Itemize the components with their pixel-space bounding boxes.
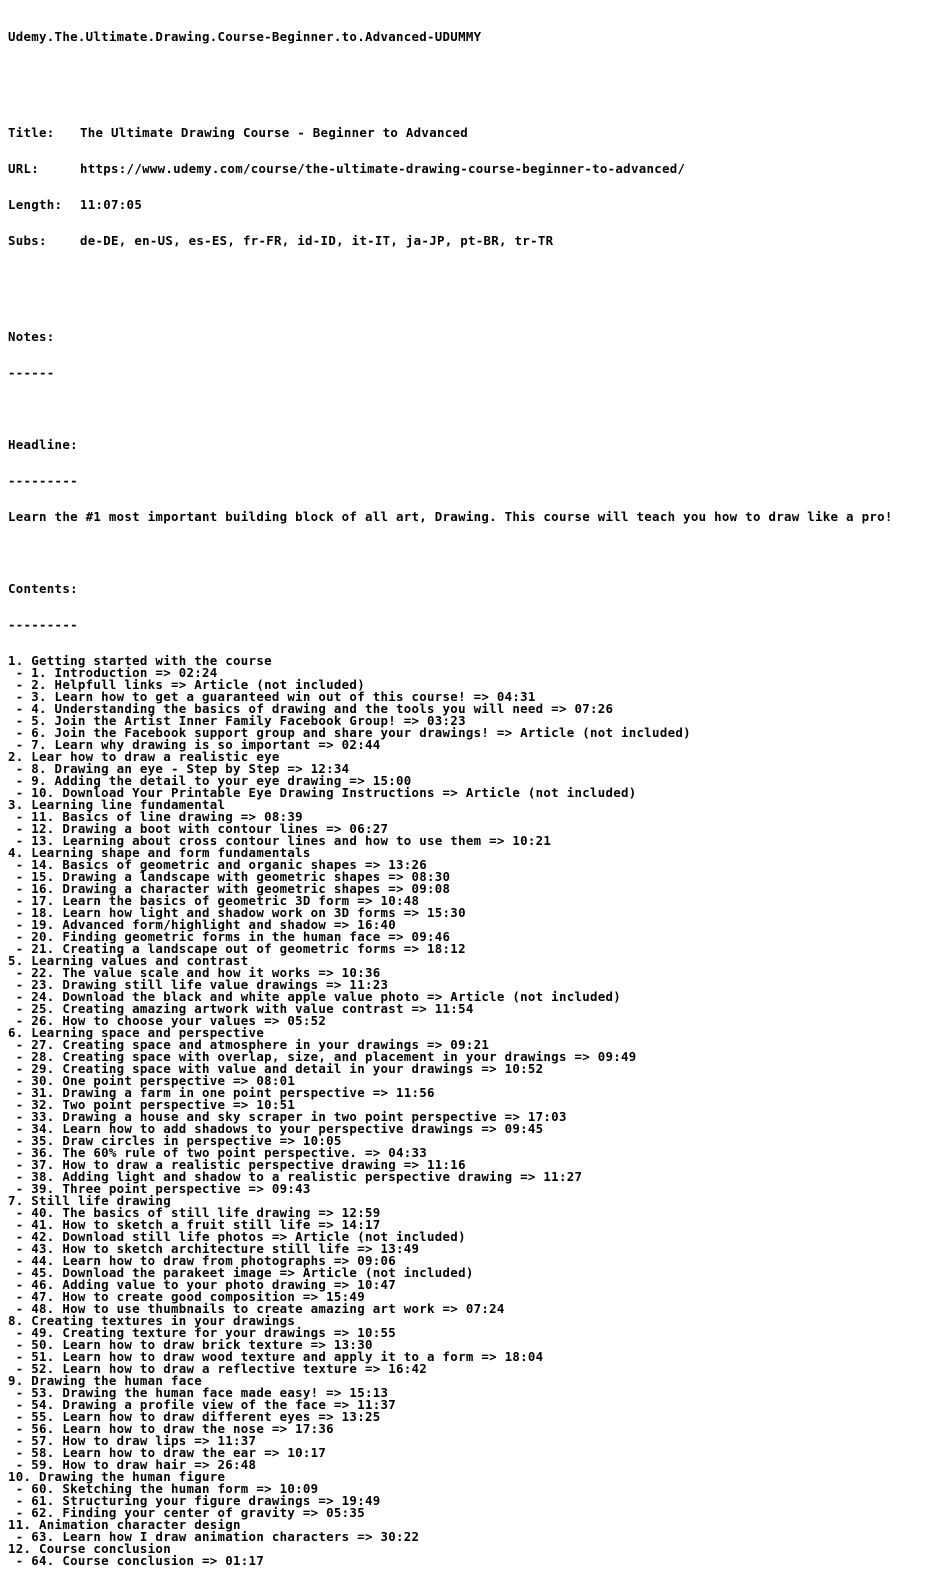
lecture-item: - 58. Learn how to draw the ear => 10:17: [8, 1445, 327, 1460]
lecture-item: - 52. Learn how to draw a reflective texture => 16:42: [8, 1361, 428, 1376]
lecture-item: - 34. Learn how to add shadows to your perspective drawings => 09:45: [8, 1121, 544, 1136]
lecture-item: - 3. Learn how to get a guaranteed win out of this course! => 04:31: [8, 689, 536, 704]
lecture-item: - 9. Adding the detail to your eye drawing => 15:00: [8, 773, 412, 788]
lecture-item: - 25. Creating amazing artwork with value contrast => 11:54: [8, 1001, 474, 1016]
lecture-item: - 64. Course conclusion => 01:17: [8, 1553, 265, 1568]
section-title: 2. Lear how to draw a realistic eye: [8, 749, 280, 764]
lecture-item: - 56. Learn how to draw the nose => 17:36: [8, 1421, 334, 1436]
meta-url: [8, 163, 924, 175]
meta-value: The Ultimate Drawing Course - Beginner to Advanced: [80, 125, 468, 140]
notes-rule: ------: [8, 365, 55, 380]
section-title: 6. Learning space and perspective: [8, 1025, 265, 1040]
lecture-item: - 7. Learn why drawing is so important => 02:44: [8, 737, 381, 752]
meta-value: 11:07:05: [80, 197, 143, 212]
lecture-item: - 12. Drawing a boot with contour lines => 06:27: [8, 821, 389, 836]
lecture-item: - 10. Download Your Printable Eye Drawing Instructions => Article (not included): [8, 785, 637, 800]
meta-key: URL:: [8, 161, 40, 176]
blank-line: [8, 67, 924, 79]
lecture-item: - 60. Sketching the human form => 10:09: [8, 1481, 319, 1496]
section-title: 8. Creating textures in your drawings: [8, 1313, 296, 1328]
lecture-item: - 24. Download the black and white apple value photo => Article (not included): [8, 989, 622, 1004]
lecture-item: - 14. Basics of geometric and organic shapes => 13:26: [8, 857, 428, 872]
headline-heading: Headline:: [8, 437, 78, 452]
section-title: 3. Learning line fundamental: [8, 797, 226, 812]
lecture-item: - 27. Creating space and atmosphere in your drawings => 09:21: [8, 1037, 490, 1052]
section-title: 11. Animation character design: [8, 1517, 241, 1532]
contents-rule: ---------: [8, 617, 78, 632]
lecture-item: - 21. Creating a landscape out of geometric forms => 18:12: [8, 941, 466, 956]
lecture-item: - 48. How to use thumbnails to create amazing art work => 07:24: [8, 1301, 505, 1316]
lecture-item: - 41. How to sketch a fruit still life => 14:17: [8, 1217, 381, 1232]
lecture-item: - 22. The value scale and how it works => 10:36: [8, 965, 381, 980]
lecture-item: - 1. Introduction => 02:24: [8, 665, 218, 680]
section-title: 12. Course conclusion: [8, 1541, 171, 1556]
lecture-item: - 53. Drawing the human face made easy! => 15:13: [8, 1385, 389, 1400]
section-title: 10. Drawing the human figure: [8, 1469, 226, 1484]
headline-text: Learn the #1 most important building block of all art, Drawing. This course will teach you how to draw like a pro!: [8, 509, 893, 524]
blank-line: [8, 295, 924, 307]
lecture-item: - 44. Learn how to draw from photographs => 09:06: [8, 1253, 396, 1268]
lecture-item: - 55. Learn how to draw different eyes => 13:25: [8, 1409, 381, 1424]
headline-rule: ---------: [8, 473, 78, 488]
text-document: [8, 7, 924, 1579]
lecture-item: - 4. Understanding the basics of drawing and the tools you will need => 07:26: [8, 701, 614, 716]
lecture-item: - 33. Drawing a house and sky scraper in two point perspective => 17:03: [8, 1109, 567, 1124]
lecture-item: - 6. Join the Facebook support group and share your drawings! => Article (not included): [8, 725, 691, 740]
meta-value: de-DE, en-US, es-ES, fr-FR, id-ID, it-IT, ja-JP, pt-BR, tr-TR: [80, 233, 554, 248]
lecture-item: - 50. Learn how to draw brick texture => 13:30: [8, 1337, 373, 1352]
lecture-item: - 59. How to draw hair => 26:48: [8, 1457, 257, 1472]
lecture-item: - 39. Three point perspective => 09:43: [8, 1181, 311, 1196]
section-title: 5. Learning values and contrast: [8, 953, 249, 968]
section-title: 7. Still life drawing: [8, 1193, 171, 1208]
section-title: 4. Learning shape and form fundamentals: [8, 845, 311, 860]
lecture-item: - 31. Drawing a farm in one point perspective => 11:56: [8, 1085, 435, 1100]
lecture-item: - 49. Creating texture for your drawings => 10:55: [8, 1325, 396, 1340]
lecture-item: - 54. Drawing a profile view of the face => 11:37: [8, 1397, 396, 1412]
lecture-item: - 29. Creating space with value and detail in your drawings => 10:52: [8, 1061, 544, 1076]
lecture-item: - 28. Creating space with overlap, size, and placement in your drawings => 09:49: [8, 1049, 637, 1064]
lecture-item: - 13. Learning about cross contour lines and how to use them => 10:21: [8, 833, 552, 848]
lecture-item: - 5. Join the Artist Inner Family Facebook Group! => 03:23: [8, 713, 466, 728]
lecture-item: - 11. Basics of line drawing => 08:39: [8, 809, 303, 824]
meta-key: Subs:: [8, 233, 47, 248]
lecture-item: - 19. Advanced form/highlight and shadow => 16:40: [8, 917, 396, 932]
lecture-item: - 35. Draw circles in perspective => 10:05: [8, 1133, 342, 1148]
contents-heading: Contents:: [8, 581, 78, 596]
lecture-item: - 45. Download the parakeet image => Article (not included): [8, 1265, 474, 1280]
lecture-item: - 51. Learn how to draw wood texture and apply it to a form => 18:04: [8, 1349, 544, 1364]
metadata-block: [8, 103, 924, 271]
lecture-item: - 43. How to sketch architecture still life => 13:49: [8, 1241, 420, 1256]
lecture-item: - 63. Learn how I draw animation characters => 30:22: [8, 1529, 420, 1544]
lecture-item: - 42. Download still life photos => Article (not included): [8, 1229, 466, 1244]
lecture-item: - 30. One point perspective => 08:01: [8, 1073, 296, 1088]
lecture-item: - 20. Finding geometric forms in the human face => 09:46: [8, 929, 451, 944]
contents-list: [8, 655, 924, 1567]
blank-line: [8, 547, 924, 559]
meta-key: Title:: [8, 125, 55, 140]
lecture-item: - 32. Two point perspective => 10:51: [8, 1097, 296, 1112]
section-title: 1. Getting started with the course: [8, 653, 272, 668]
lecture-item: - 47. How to create good composition => 15:49: [8, 1289, 365, 1304]
lecture-item: - 38. Adding light and shadow to a realistic perspective drawing => 11:27: [8, 1169, 583, 1184]
lecture-item: - 26. How to choose your values => 05:52: [8, 1013, 327, 1028]
meta-key: Length:: [8, 197, 63, 212]
lecture-item: - 62. Finding your center of gravity => 05:35: [8, 1505, 365, 1520]
meta-title: [8, 127, 924, 139]
blank-line: [8, 403, 924, 415]
lecture-item: - 23. Drawing still life value drawings => 11:23: [8, 977, 389, 992]
meta-length: [8, 199, 924, 211]
section-title: 9. Drawing the human face: [8, 1373, 202, 1388]
lecture-item: - 57. How to draw lips => 11:37: [8, 1433, 257, 1448]
lecture-item: - 40. The basics of still life drawing => 12:59: [8, 1205, 381, 1220]
lecture-item: - 16. Drawing a character with geometric shapes => 09:08: [8, 881, 451, 896]
lecture-item: - 46. Adding value to your photo drawing => 10:47: [8, 1277, 396, 1292]
lecture-item: - 61. Structuring your figure drawings => 19:49: [8, 1493, 381, 1508]
lecture-item: - 17. Learn the basics of geometric 3D form => 10:48: [8, 893, 420, 908]
lecture-item: - 37. How to draw a realistic perspective drawing => 11:16: [8, 1157, 466, 1172]
lecture-item: - 8. Drawing an eye - Step by Step => 12:34: [8, 761, 350, 776]
notes-heading: Notes:: [8, 329, 55, 344]
meta-value: https://www.udemy.com/course/the-ultimate-drawing-course-beginner-to-advanced/: [80, 161, 686, 176]
lecture-item: - 2. Helpfull links => Article (not included): [8, 677, 365, 692]
lecture-item: - 15. Drawing a landscape with geometric shapes => 08:30: [8, 869, 451, 884]
lecture-item: - 36. The 60% rule of two point perspective. => 04:33: [8, 1145, 428, 1160]
release-title: Udemy.The.Ultimate.Drawing.Course-Beginner.to.Advanced-UDUMMY: [8, 29, 482, 44]
meta-subs: [8, 235, 924, 247]
lecture-item: - 18. Learn how light and shadow work on 3D forms => 15:30: [8, 905, 466, 920]
